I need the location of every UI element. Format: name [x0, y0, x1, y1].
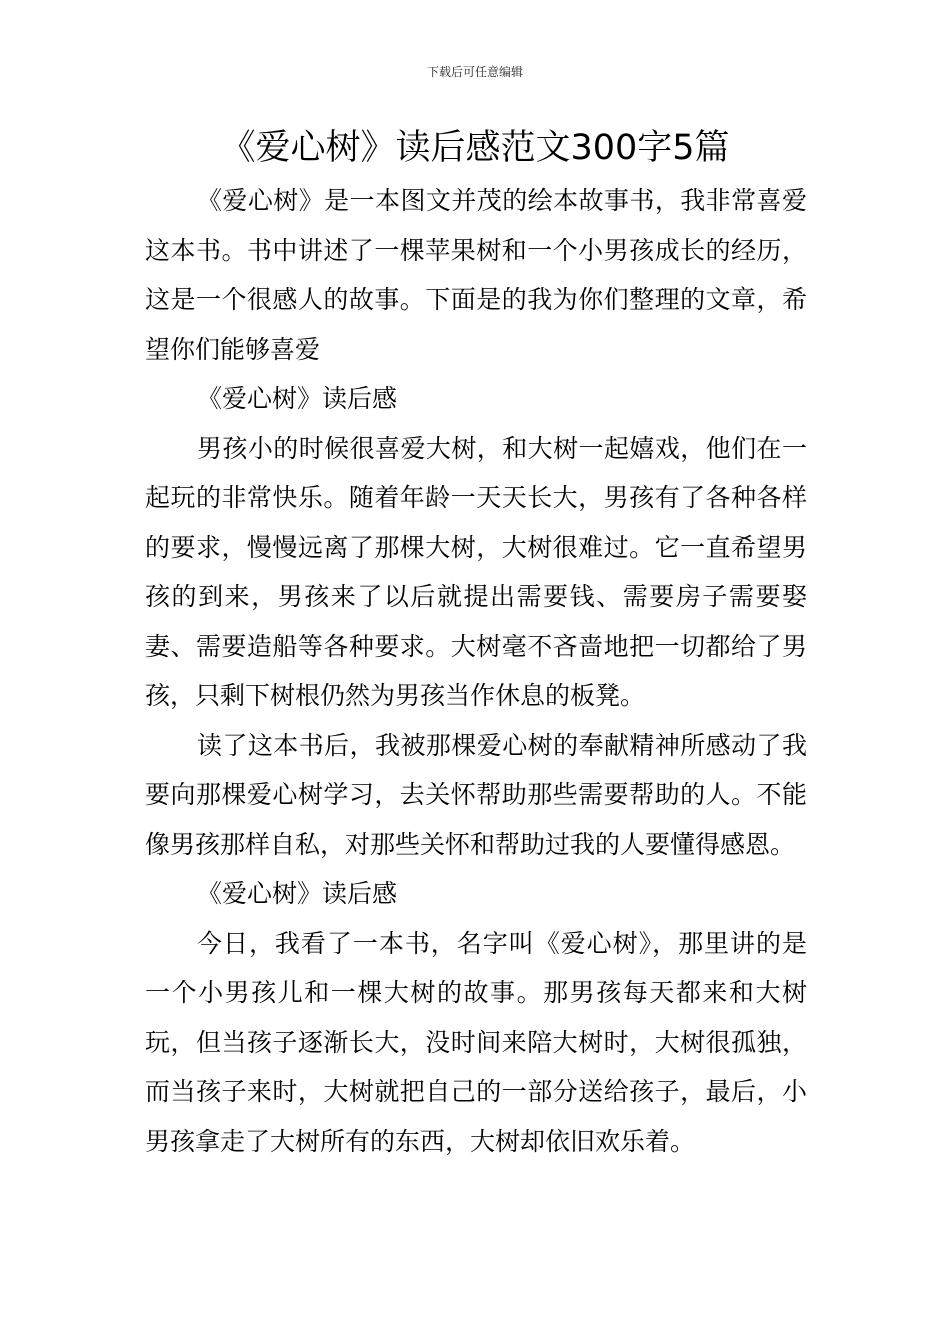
paragraph-reflection-1: 读了这本书后，我被那棵爱心树的奉献精神所感动了我要向那棵爱心树学习，去关怀帮助那些需要帮助的人。不能像男孩那样自私，对那些关怀和帮助过我的人要懂得感恩。 — [145, 730, 807, 859]
paragraph-intro: 《爱心树》是一本图文并茂的绘本故事书，我非常喜爱这本书。书中讲述了一棵苹果树和一个小男孩成长的经历，这是一个很感人的故事。下面是的我为你们整理的文章，希望你们能够喜爱 — [145, 186, 807, 364]
document-body — [145, 176, 807, 1166]
paragraph-story-2: 今日，我看了一本书，名字叫《爱心树》，那里讲的是一个小男孩儿和一棵大树的故事。那男孩每天都来和大树玩，但当孩子逐渐长大，没时间来陪大树时，大树很孤独，而当孩子来时，大树就把自己的一部分送给孩子，最后，小男孩拿走了大树所有的东西，大树却依旧欢乐着。 — [145, 928, 807, 1156]
header-note: 下载后可任意编辑 — [426, 65, 523, 79]
section-heading-1: 《爱心树》读后感 — [197, 384, 398, 413]
section-heading-2: 《爱心树》读后感 — [197, 879, 398, 908]
document-title: 《爱心树》读后感范文300字5篇 — [220, 128, 730, 168]
paragraph-story-1: 男孩小的时候很喜爱大树，和大树一起嬉戏，他们在一起玩的非常快乐。随着年龄一天天长大，男孩有了各种各样的要求，慢慢远离了那棵大树，大树很难过。它一直希望男孩的到来，男孩来了以后就提出需要钱、需要房子需要娶妻、需要造船等各种要求。大树毫不吝啬地把一切都给了男孩，只剩下树根仍然为男孩当作休息的板凳。 — [145, 433, 807, 710]
